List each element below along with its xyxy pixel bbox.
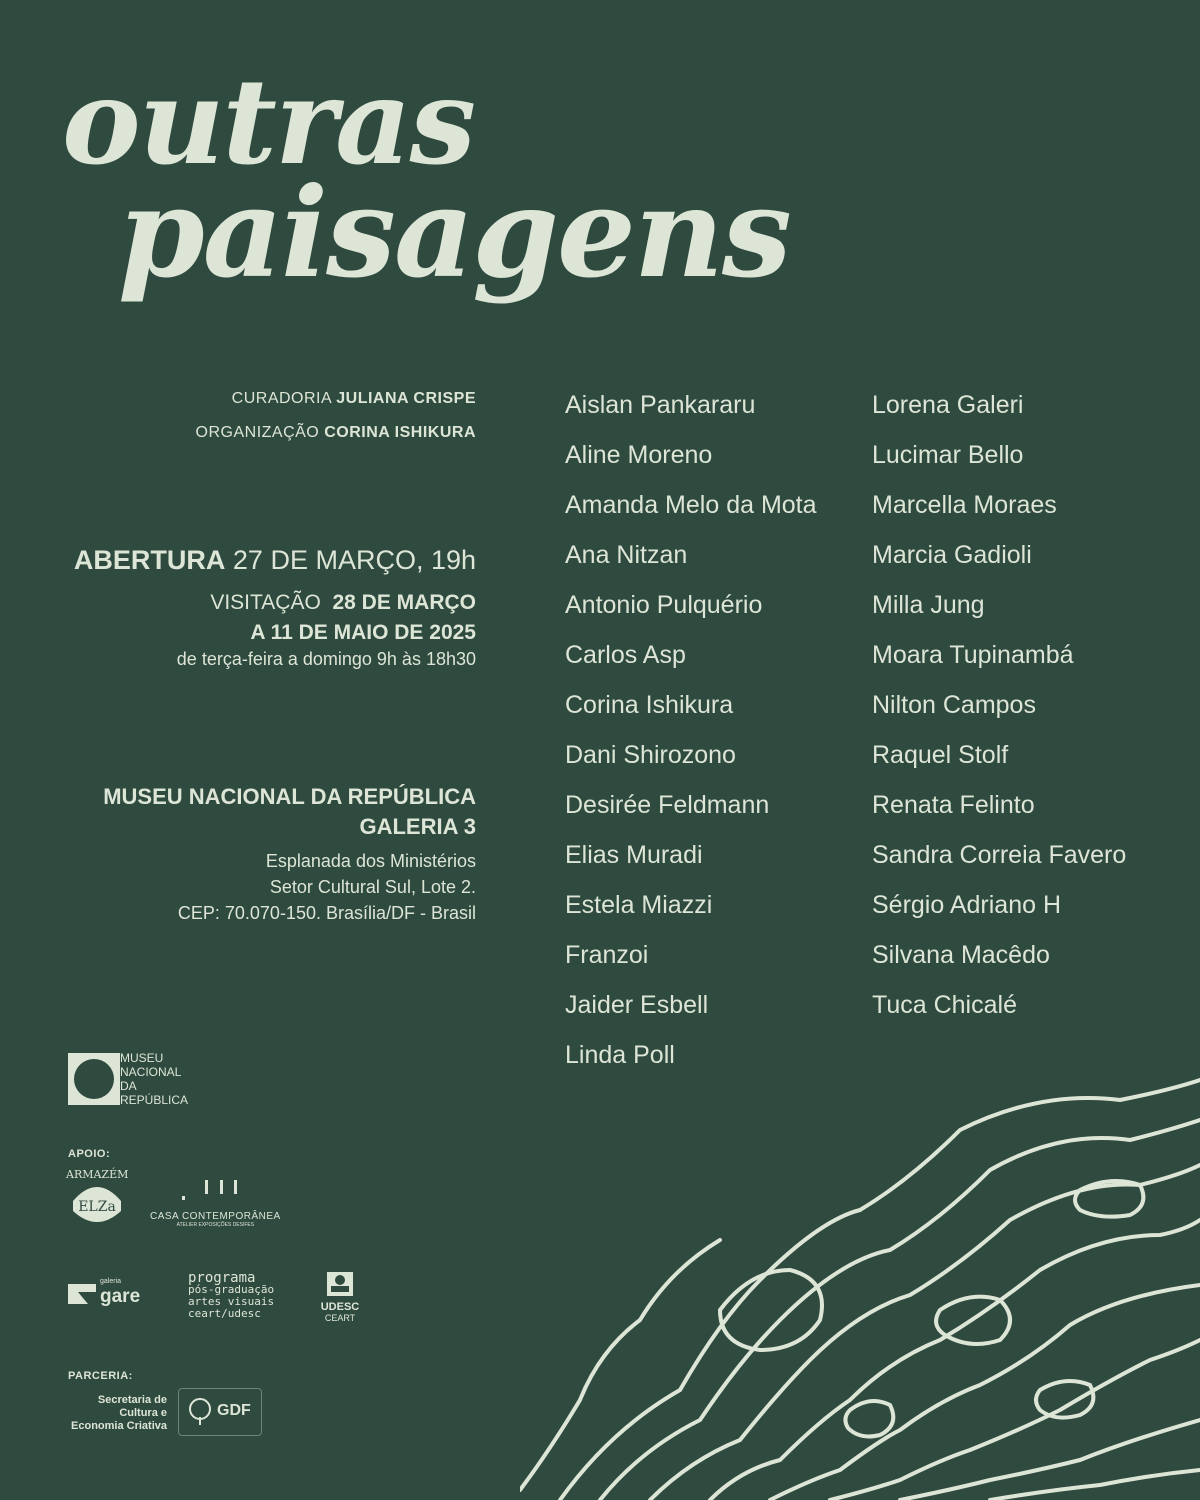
partnership-label: PARCERIA: [68,1370,133,1382]
artist-name: Nilton Campos [872,691,1036,719]
gdf-tree-icon [185,1397,215,1427]
venue-name: MUSEU NACIONAL DA REPÚBLICA [103,784,476,809]
casa-contemporanea-logo: CASA CONTEMPORÂNEA ATELIER EXPOSIÇÕES DESIFES [150,1178,281,1228]
programa-logo: programa pós-graduação artes visuais ceart/udesc [188,1270,275,1320]
svg-text:ELZa: ELZa [78,1199,116,1215]
artist-name: Lucimar Bello [872,441,1024,469]
artist-name: Elias Muradi [565,841,703,869]
venue-info [103,782,476,926]
artist-name: Marcella Moraes [872,491,1057,519]
title-line-1: outras [62,52,475,191]
organization-line: ORGANIZAÇÃO CORINA ISHIKURA [195,424,476,441]
artist-name: Desirée Feldmann [565,791,770,819]
udesc-logo: UDESC CEART [312,1270,368,1323]
gare-arrow-icon [66,1280,98,1308]
organizer-name: CORINA ISHIKURA [324,424,476,441]
udesc-emblem-icon [325,1270,355,1298]
artist-name: Sérgio Adriano H [872,891,1062,919]
museum-circle-icon [68,1053,120,1105]
artist-name: Jaider Esbell [565,991,709,1019]
curator-name: JULIANA CRISPE [336,390,476,407]
gare-logo: galeria gare [66,1280,98,1313]
museum-logo: MUSEU NACIONAL DA REPÚBLICA [68,1053,120,1110]
artist-name: Linda Poll [565,1041,675,1069]
artists-column-1 [565,380,817,1080]
address-line-3: CEP: 70.070-150. Brasília/DF - Brasil [177,903,476,923]
venue-gallery: GALERIA 3 [359,814,476,839]
armazem-elza-logo: ARMAZÉM ELZa [66,1168,128,1232]
artist-name: Ana Nitzan [565,541,688,569]
opening-line: ABERTURA 27 DE MARÇO, 19h [73,545,476,575]
artist-name: Carlos Asp [565,641,686,669]
address-line-2: Setor Cultural Sul, Lote 2. [269,877,476,897]
casa-bars-icon [150,1178,280,1208]
artist-name: Marcia Gadioli [872,541,1032,569]
artist-name: Estela Miazzi [565,891,713,919]
artist-name: Raquel Stolf [872,741,1009,769]
artist-name: Aline Moreno [565,441,713,469]
visit-line: VISITAÇÃO 28 DE MARÇO A 11 DE MAIO DE 2025 [210,591,476,644]
artist-name: Sandra Correia Favero [872,841,1127,869]
address-line-1: Esplanada dos Ministérios [265,851,476,871]
opening-info [74,540,476,670]
artists-column-2 [872,380,1126,1030]
artist-name: Amanda Melo da Mota [565,491,817,519]
artist-name: Lorena Galeri [872,391,1024,419]
elza-face-icon [67,1181,127,1227]
artist-name: Milla Jung [872,591,985,619]
title-line-2: paisagens [118,160,790,306]
topographic-lines-illustration [520,1070,1200,1500]
artist-name: Silvana Macêdo [872,941,1050,969]
artist-name: Tuca Chicalé [872,991,1017,1019]
visit-hours: de terça-feira a domingo 9h às 18h30 [176,649,476,669]
exhibition-title [62,52,790,306]
support-label: APOIO: [68,1148,111,1160]
artist-name: Antonio Pulquério [565,591,763,619]
secretaria-text: Secretaria de Cultura e Economia Criativa [71,1394,167,1432]
artist-name: Dani Shirozono [565,741,736,769]
artist-name: Franzoi [565,941,649,969]
artist-name: Corina Ishikura [565,691,734,719]
artist-name: Moara Tupinambá [872,641,1074,669]
credits [196,382,476,450]
gdf-logo: GDF [178,1388,262,1436]
artist-name: Aislan Pankararu [565,391,756,419]
artist-name: Renata Felinto [872,791,1035,819]
curation-line: CURADORIA JULIANA CRISPE [231,390,476,407]
